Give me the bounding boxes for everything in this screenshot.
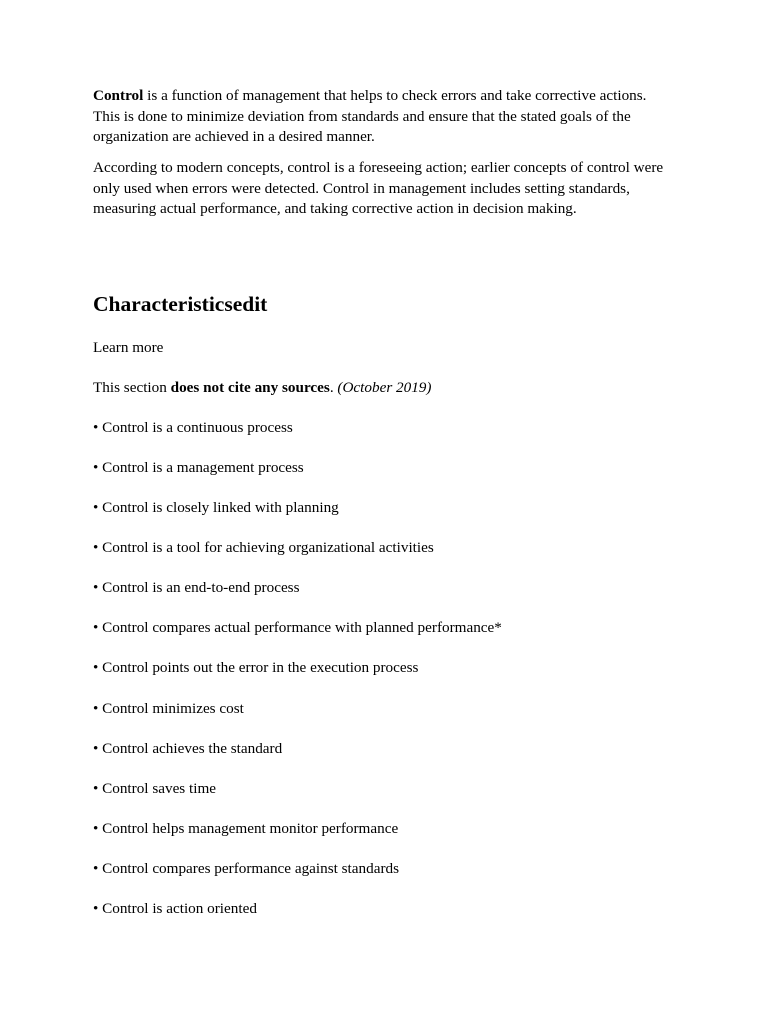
list-item: • Control is a tool for achieving organizational activities: [93, 539, 434, 556]
list-item: • Control points out the error in the execution process: [93, 659, 419, 676]
term-control: Control: [93, 87, 144, 104]
list-item: • Control helps management monitor performance: [93, 820, 399, 837]
intro-paragraph-2: According to modern concepts, control is a foreseeing action; earlier concepts of control were only used when errors were detected. Control in management includes setting standards, measuring actual performance, and taking corrective action in decision making.: [93, 159, 664, 218]
section-heading: Characteristicsedit: [93, 292, 268, 316]
list-item: • Control is an end-to-end process: [93, 579, 300, 596]
document-page: [93, 86, 673, 917]
list-item: • Control is closely linked with planning: [93, 499, 339, 516]
notice-date: (October 2019): [337, 379, 432, 396]
list-item: • Control compares actual performance with planned performance*: [93, 619, 502, 636]
list-item: • Control is action oriented: [93, 900, 257, 917]
intro-paragraph-1: [93, 86, 673, 148]
notice-bold: does not cite any sources: [170, 379, 330, 396]
notice-prefix: This section: [93, 379, 171, 396]
list-item: • Control achieves the standard: [93, 740, 283, 757]
list-item: • Control is a continuous process: [93, 419, 293, 436]
list-item: • Control is a management process: [93, 459, 304, 476]
list-item: • Control minimizes cost: [93, 700, 244, 717]
list-item: • Control compares performance against standards: [93, 860, 400, 877]
list-item: • Control saves time: [93, 780, 217, 797]
learn-more-link[interactable]: Learn more: [93, 339, 164, 356]
notice-mid: .: [329, 379, 338, 396]
citation-notice: [93, 378, 431, 398]
intro-paragraph-1-text: is a function of management that helps to check errors and take corrective actions. This is done to minimize deviation from standards and ensure that the stated goals of the organization are achieved in a desired manner.: [93, 87, 647, 146]
